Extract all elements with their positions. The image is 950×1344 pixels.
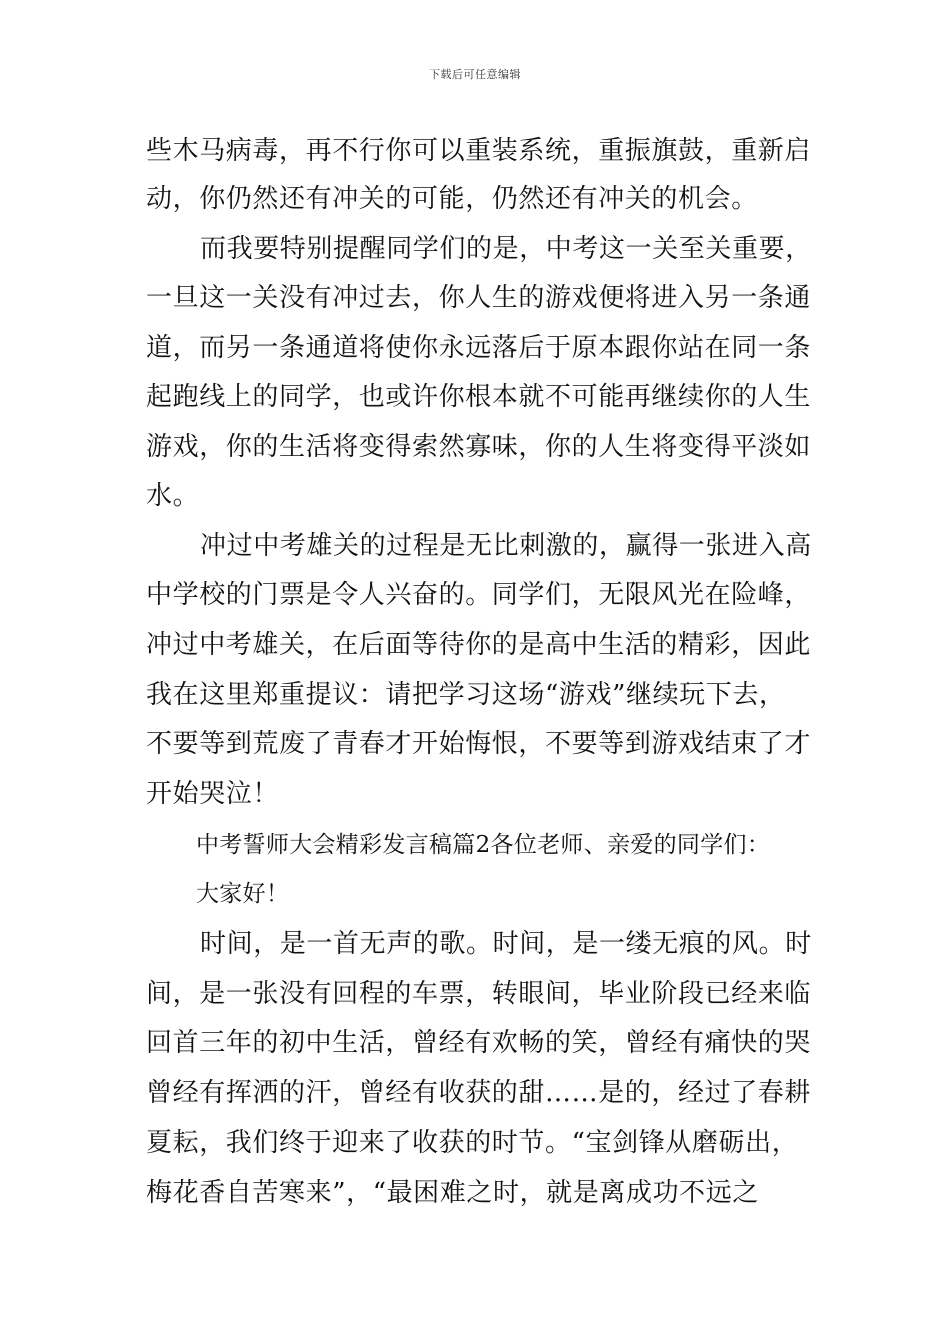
text-line: 水。: [146, 481, 200, 511]
text-line: 冲过中考雄关，在后面等待你的是高中生活的精彩，因此: [146, 630, 812, 660]
section-heading: 中考誓师大会精彩发言稿篇2各位老师、亲爱的同学们：: [196, 832, 771, 858]
text-line: 道，而另一条通道将使你永远落后于原本跟你站在同一条: [146, 333, 812, 363]
text-line: 我在这里郑重提议：请把学习这场“游戏”继续玩下去，: [146, 680, 786, 710]
text-line: 动，你仍然还有冲关的可能，仍然还有冲关的机会。: [146, 184, 758, 214]
text-line: 起跑线上的同学，也或许你根本就不可能再继续你的人生: [146, 382, 812, 412]
text-line: 一旦这一关没有冲过去，你人生的游戏便将进入另一条通: [146, 283, 812, 313]
text-line: 时间，是一首无声的歌。时间，是一缕无痕的风。时: [200, 929, 812, 959]
text-line: 夏耘，我们终于迎来了收获的时节。“宝剑锋从磨砺出，: [146, 1128, 799, 1158]
text-line: 冲过中考雄关的过程是无比刺激的，赢得一张进入高: [200, 531, 812, 561]
text-line: 回首三年的初中生活，曾经有欢畅的笑，曾经有痛快的哭: [146, 1028, 812, 1058]
text-line: 些木马病毒，再不行你可以重装系统，重振旗鼓，重新启: [146, 136, 812, 166]
text-line: 而我要特别提醒同学们的是，中考这一关至关重要，: [200, 234, 812, 264]
text-line: 开始哭泣！: [146, 779, 280, 809]
page-header: 下载后可任意编辑: [429, 68, 521, 81]
text-line: 游戏，你的生活将变得索然寡味，你的人生将变得平淡如: [146, 432, 812, 462]
text-line: 曾经有挥洒的汗，曾经有收获的甜……是的，经过了春耕: [146, 1078, 812, 1108]
greeting: 大家好！: [196, 881, 290, 907]
text-line: 间，是一张没有回程的车票，转眼间，毕业阶段已经来临: [146, 979, 812, 1009]
text-line: 中学校的门票是令人兴奋的。同学们，无限风光在险峰，: [146, 580, 812, 610]
text-line: 梅花香自苦寒来”，“最困难之时，就是离成功不远之: [146, 1178, 759, 1208]
text-line: 不要等到荒废了青春才开始悔恨，不要等到游戏结束了才: [146, 729, 812, 759]
